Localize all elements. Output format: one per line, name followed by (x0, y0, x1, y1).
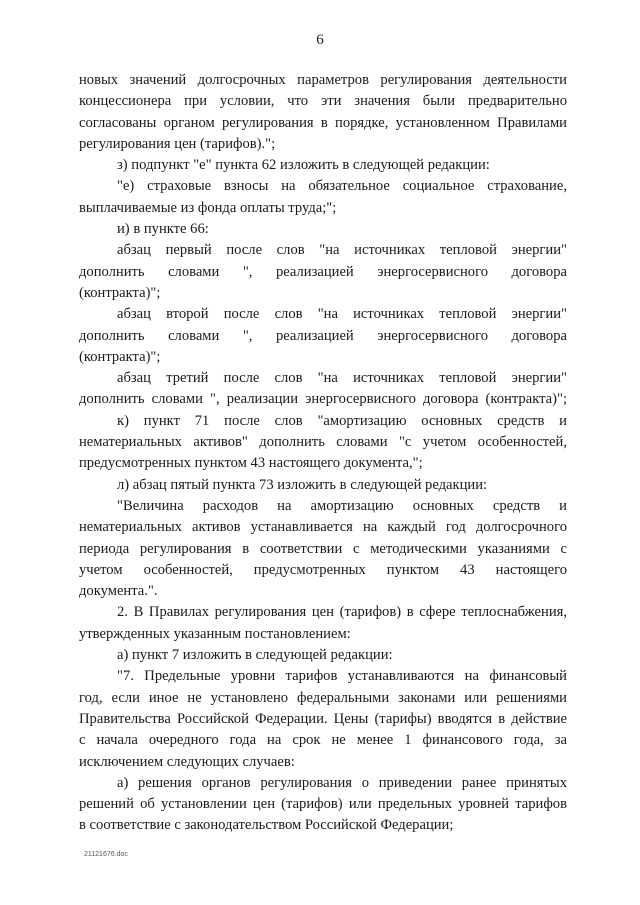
text-line: с начала очередного года на срок не менее 1 финансового года, за (79, 732, 567, 749)
text-line: дополнить словами ", реализацией энергосервисного договора (79, 263, 567, 280)
text-line: 2. В Правилах регулирования цен (тарифов) в сфере теплоснабжения, (117, 604, 567, 621)
text-line: и) в пункте 66: (117, 221, 209, 238)
text-line: периода регулирования в соответствии с методическими указаниями с (79, 540, 567, 557)
text-line: абзац первый после слов "на источниках тепловой энергии" (117, 242, 567, 259)
text-line: "7. Предельные уровни тарифов устанавливаются на финансовый (117, 668, 567, 685)
text-line: учетом особенностей, предусмотренных пунктом 43 настоящего (79, 561, 567, 578)
text-line: дополнить словами ", реализацией энергосервисного договора (79, 327, 567, 344)
text-line: нематериальных активов" дополнить словами "с учетом особенностей, (79, 434, 567, 451)
document-body (79, 70, 567, 837)
text-line: год, если иное не установлено федеральными законами или решениями (79, 689, 567, 706)
text-line: "е) страховые взносы на обязательное социальное страхование, (117, 178, 567, 195)
text-line: утвержденных указанным постановлением: (79, 625, 351, 642)
text-line: исключением следующих случаев: (79, 753, 295, 770)
text-line: (контракта)"; (79, 348, 161, 365)
text-line: Правительства Российской Федерации. Цены (тарифы) вводятся в действие (79, 710, 567, 727)
text-line: "Величина расходов на амортизацию основных средств и (117, 497, 567, 514)
text-line: з) подпункт "е" пункта 62 изложить в следующей редакции: (117, 157, 490, 174)
text-line: дополнить словами ", реализации энергосервисного договора (контракта)"; (79, 391, 567, 408)
text-line: согласованы органом регулирования в порядке, установленном Правилами (79, 114, 567, 131)
file-name-footer: 21121676.doc (84, 851, 128, 858)
text-line: абзац второй после слов "на источниках тепловой энергии" (117, 306, 567, 323)
text-line: предусмотренных пунктом 43 настоящего документа,"; (79, 455, 423, 472)
text-line: документа.". (79, 583, 158, 600)
text-line: (контракта)"; (79, 284, 161, 301)
text-line: регулирования цен (тарифов)."; (79, 135, 276, 152)
text-line: а) решения органов регулирования о приведении ранее принятых (117, 774, 567, 791)
text-line: концессионера при условии, что эти значения были предварительно (79, 93, 567, 110)
text-line: нематериальных активов устанавливается на каждый год долгосрочного (79, 519, 567, 536)
text-line: выплачиваемые из фонда оплаты труда;"; (79, 199, 337, 216)
text-line: к) пункт 71 после слов "амортизацию основных средств и (117, 412, 567, 429)
page-number: 6 (316, 32, 324, 48)
text-line: л) абзац пятый пункта 73 изложить в следующей редакции: (117, 476, 488, 493)
text-line: а) пункт 7 изложить в следующей редакции: (117, 647, 393, 664)
text-line: решений об установлении цен (тарифов) или предельных уровней тарифов (79, 796, 567, 813)
text-line: в соответствие с законодательством Российской Федерации; (79, 817, 454, 834)
text-line: новых значений долгосрочных параметров регулирования деятельности (79, 72, 567, 88)
text-line: абзац третий после слов "на источниках тепловой энергии" (117, 370, 567, 387)
